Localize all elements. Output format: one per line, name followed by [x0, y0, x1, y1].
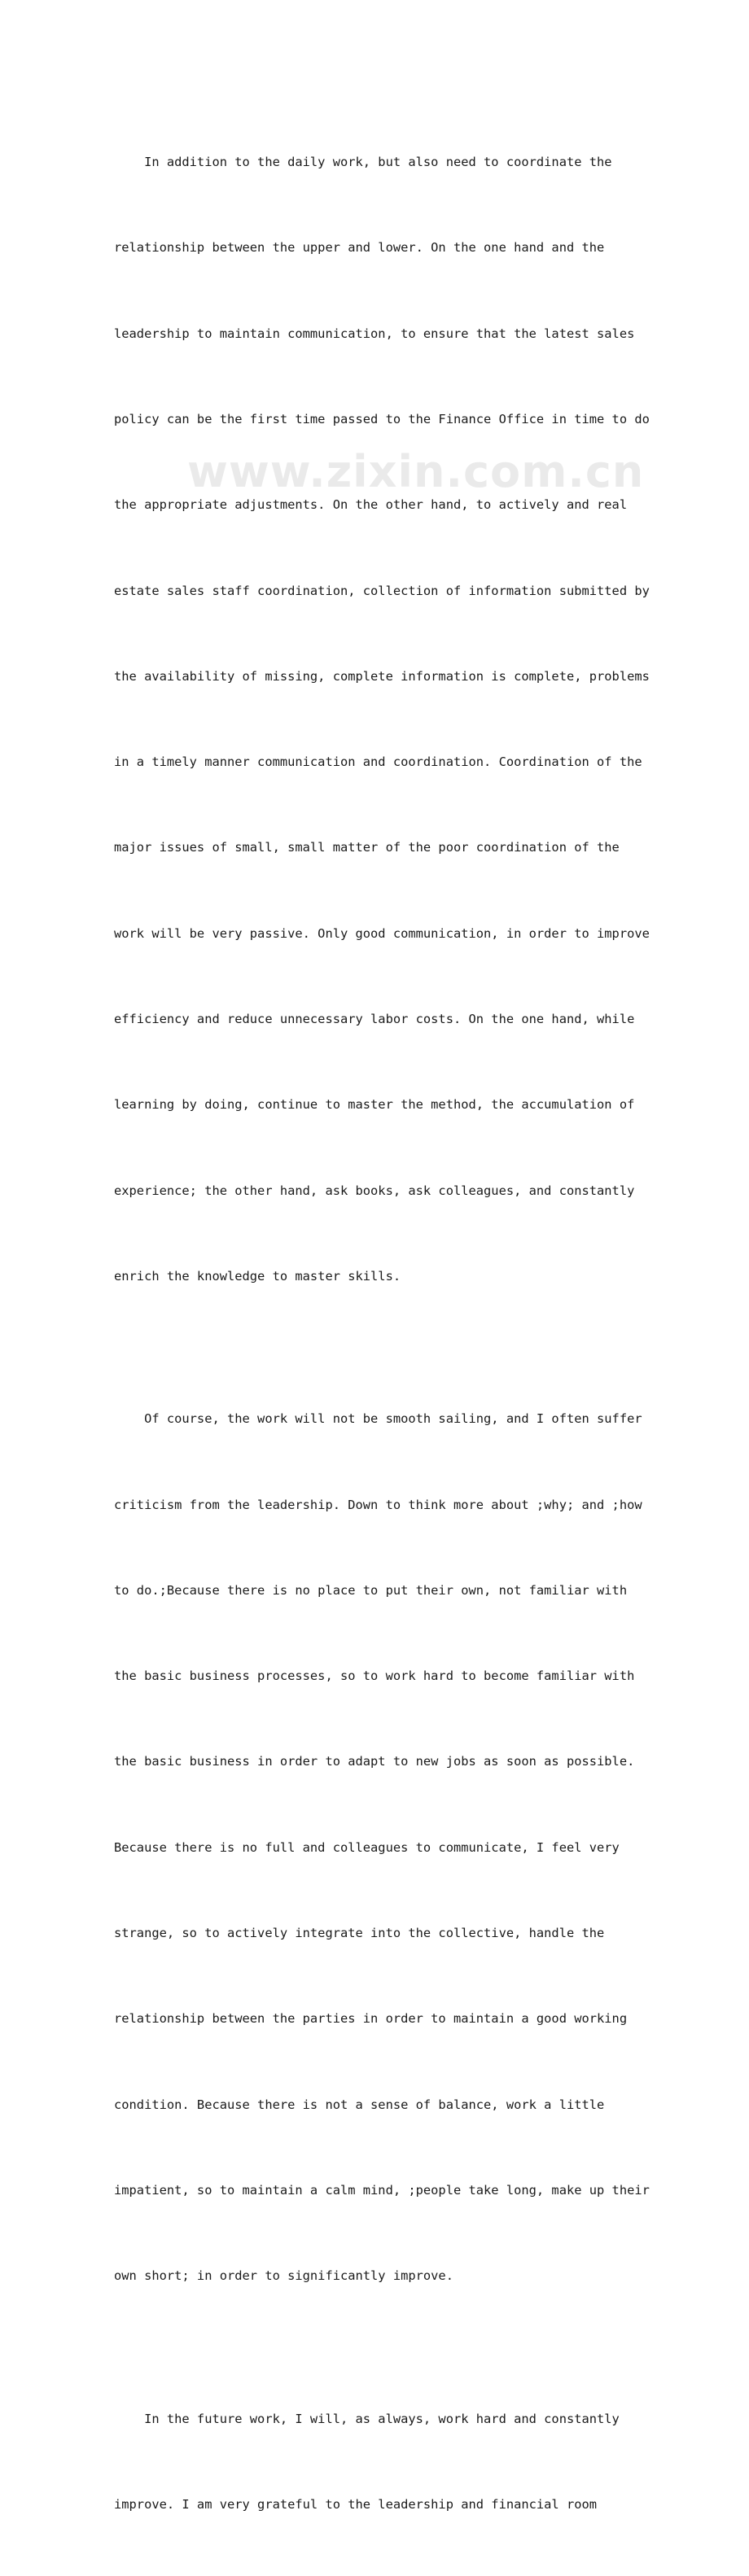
text-line: major issues of small, small matter of the poor coordination of the [114, 840, 620, 855]
text-line: relationship between the parties in order to maintain a good working [114, 2011, 628, 2027]
text-line: improve. I am very grateful to the leadership and financial room [114, 2496, 598, 2512]
text-line: impatient, so to maintain a calm mind, ;people take long, make up their [114, 2182, 650, 2198]
text-line: leadership to maintain communication, to ensure that the latest sales [114, 326, 635, 341]
paragraph-3 [114, 2347, 642, 2576]
text-line: strange, so to actively integrate into the collective, handle the [114, 1926, 605, 1940]
text-line: condition. Because there is not a sense of balance, work a little [114, 2097, 605, 2112]
text-line: work will be very passive. Only good communication, in order to improve [114, 925, 650, 941]
text-line: criticism from the leadership. Down to think more about ;why; and ;how [114, 1497, 642, 1512]
text-line: the basic business processes, so to work hard to become familiar with [114, 1668, 635, 1684]
paragraph-2 [114, 1348, 650, 2347]
text-line: own short; in order to significantly improve. [114, 2268, 453, 2284]
text-line: learning by doing, continue to master the method, the accumulation of [114, 1097, 635, 1113]
watermark: www.zixin.com.cn [187, 446, 645, 497]
text-line: in a timely manner communication and coordination. Coordination of the [114, 754, 642, 770]
text-line: relationship between the upper and lower. On the one hand and the [114, 240, 605, 256]
text-line: to do.;Because there is no place to put their own, not familiar with [114, 1582, 628, 1598]
text-line: policy can be the first time passed to the Finance Office in time to do [114, 412, 650, 427]
text-line: the appropriate adjustments. On the other hand, to actively and real [114, 497, 628, 513]
text-line: Of course, the work will not be smooth sailing, and I often suffer [114, 1411, 642, 1427]
text-line: experience; the other hand, ask books, ask colleagues, and constantly [114, 1183, 635, 1198]
text-line: In the future work, I will, as always, work hard and constantly [114, 2411, 620, 2426]
text-line: In addition to the daily work, but also need to coordinate the [114, 155, 612, 170]
text-line: enrich the knowledge to master skills. [114, 1268, 401, 1284]
text-line: the basic business in order to adapt to new jobs as soon as possible. [114, 1754, 635, 1769]
text-line: efficiency and reduce unnecessary labor costs. On the one hand, while [114, 1012, 635, 1026]
paragraph-1 [114, 91, 650, 1348]
document-body [114, 91, 650, 2576]
text-line: Because there is no full and colleagues to communicate, I feel very [114, 1839, 620, 1855]
text-line: estate sales staff coordination, collection of information submitted by [114, 583, 650, 598]
text-line: the availability of missing, complete information is complete, problems [114, 668, 650, 684]
